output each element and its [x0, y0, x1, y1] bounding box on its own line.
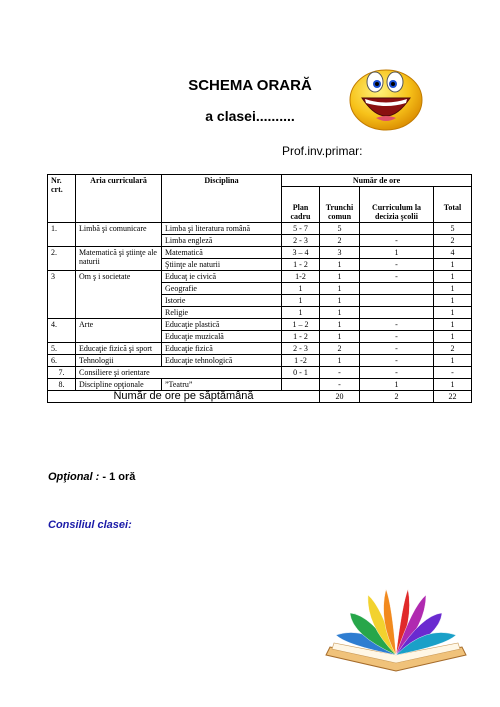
schedule-table: [47, 174, 472, 403]
row-total: 5: [434, 223, 472, 235]
row-school: -: [360, 271, 434, 283]
table-row: [48, 247, 472, 259]
table-row: [48, 367, 472, 379]
row-school: -: [360, 331, 434, 343]
row-plan: 1 -2: [282, 355, 320, 367]
header-trunk: Trunchi comun: [320, 187, 360, 223]
row-plan: 1: [282, 283, 320, 295]
row-trunk: 1: [320, 319, 360, 331]
row-plan: 2 - 3: [282, 235, 320, 247]
row-trunk: 1: [320, 307, 360, 319]
row-total: 1: [434, 259, 472, 271]
table-header-row: [48, 175, 472, 187]
row-plan: 1: [282, 295, 320, 307]
row-school: [360, 295, 434, 307]
teacher-label: Prof.inv.primar:: [282, 144, 363, 158]
table-row: [48, 319, 472, 331]
row-plan: 0 - 1: [282, 367, 320, 379]
row-area: Educaţie fizică şi sport: [76, 343, 162, 355]
row-nr: 4.: [48, 319, 76, 343]
row-total: 4: [434, 247, 472, 259]
row-trunk: 1: [320, 355, 360, 367]
row-nr: 1.: [48, 223, 76, 247]
optional-label: Opţional :: [48, 471, 100, 483]
row-area: Limbă şi comunicare: [76, 223, 162, 247]
table-row: [48, 343, 472, 355]
row-total: 2: [434, 343, 472, 355]
row-discipline: Limba engleză: [162, 235, 282, 247]
row-area: Matematică şi ştiinţe ale naturii: [76, 247, 162, 271]
row-discipline: Educaţ ie civică: [162, 271, 282, 283]
header-school: Curriculum la decizia şcolii: [360, 187, 434, 223]
row-total: -: [434, 367, 472, 379]
row-plan: 1 – 2: [282, 319, 320, 331]
row-discipline: Educaţie tehnologică: [162, 355, 282, 367]
row-discipline: Educaţie plastică: [162, 319, 282, 331]
row-discipline: ”Teatru”: [162, 379, 282, 391]
row-nr: 2.: [48, 247, 76, 271]
row-plan: 1 - 2: [282, 259, 320, 271]
header-area: Aria curriculară: [76, 175, 162, 223]
row-total: 2: [434, 235, 472, 247]
row-trunk: -: [320, 379, 360, 391]
row-total: 1: [434, 295, 472, 307]
row-school: -: [360, 355, 434, 367]
row-trunk: 1: [320, 259, 360, 271]
row-discipline: Ştiinţe ale naturii: [162, 259, 282, 271]
row-school: -: [360, 367, 434, 379]
row-school: 1: [360, 247, 434, 259]
row-area: Tehnologii: [76, 355, 162, 367]
row-trunk: 1: [320, 331, 360, 343]
page-title: SCHEMA ORARĂ: [188, 77, 312, 94]
table-row: [48, 379, 472, 391]
total-total: 22: [434, 391, 472, 403]
row-discipline: Educaţie muzicală: [162, 331, 282, 343]
row-discipline: Limba şi literatura română: [162, 223, 282, 235]
row-area: Om ş i societate: [76, 271, 162, 319]
table-row: [48, 355, 472, 367]
row-school: [360, 223, 434, 235]
row-total: 1: [434, 271, 472, 283]
row-school: [360, 307, 434, 319]
row-nr: 5.: [48, 343, 76, 355]
row-school: 1: [360, 379, 434, 391]
row-discipline: Educaţie fizică: [162, 343, 282, 355]
header-discipline: Disciplina: [162, 175, 282, 223]
open-book-icon: [316, 585, 476, 677]
row-trunk: 1: [320, 295, 360, 307]
row-trunk: 5: [320, 223, 360, 235]
row-school: -: [360, 259, 434, 271]
council-label: Consiliul clasei:: [48, 519, 132, 531]
row-trunk: 1: [320, 283, 360, 295]
row-total: 1: [434, 331, 472, 343]
row-total: 1: [434, 283, 472, 295]
row-school: -: [360, 343, 434, 355]
row-discipline: Geografie: [162, 283, 282, 295]
row-area: Consiliere şi orientare: [76, 367, 282, 379]
row-school: -: [360, 235, 434, 247]
row-plan: 5 - 7: [282, 223, 320, 235]
table-row: [48, 271, 472, 283]
row-plan: 2 - 3: [282, 343, 320, 355]
optional-note: [48, 471, 135, 483]
header-nr: Nr. crt.: [48, 175, 76, 223]
row-plan: 1-2: [282, 271, 320, 283]
row-total: 1: [434, 379, 472, 391]
table-row: [48, 223, 472, 235]
row-discipline: Istorie: [162, 295, 282, 307]
header-plan: Plan cadru: [282, 187, 320, 223]
row-nr: 7.: [48, 367, 76, 379]
row-school: [360, 283, 434, 295]
row-nr: 6.: [48, 355, 76, 367]
total-trunk: 20: [320, 391, 360, 403]
row-nr: 8.: [48, 379, 76, 391]
row-nr: 3: [48, 271, 76, 319]
table-total-row: [48, 391, 472, 403]
row-school: -: [360, 319, 434, 331]
row-trunk: 1: [320, 271, 360, 283]
row-total: 1: [434, 355, 472, 367]
class-subtitle: a clasei..........: [205, 108, 295, 124]
row-total: 1: [434, 307, 472, 319]
total-label: Număr de ore pe săptămână: [48, 391, 320, 403]
optional-value: - 1 oră: [99, 471, 136, 483]
row-area: Discipline opţionale: [76, 379, 162, 391]
row-discipline: Matematică: [162, 247, 282, 259]
row-plan: [282, 379, 320, 391]
row-discipline: Religie: [162, 307, 282, 319]
total-school: 2: [360, 391, 434, 403]
row-area: Arte: [76, 319, 162, 343]
row-total: 1: [434, 319, 472, 331]
smiley-icon: [346, 62, 426, 132]
row-plan: 1: [282, 307, 320, 319]
row-trunk: 2: [320, 343, 360, 355]
header-hours: Număr de ore: [282, 175, 472, 187]
row-trunk: 3: [320, 247, 360, 259]
row-plan: 3 – 4: [282, 247, 320, 259]
row-trunk: -: [320, 367, 360, 379]
row-plan: 1 - 2: [282, 331, 320, 343]
header-total: Total: [434, 187, 472, 223]
row-trunk: 2: [320, 235, 360, 247]
